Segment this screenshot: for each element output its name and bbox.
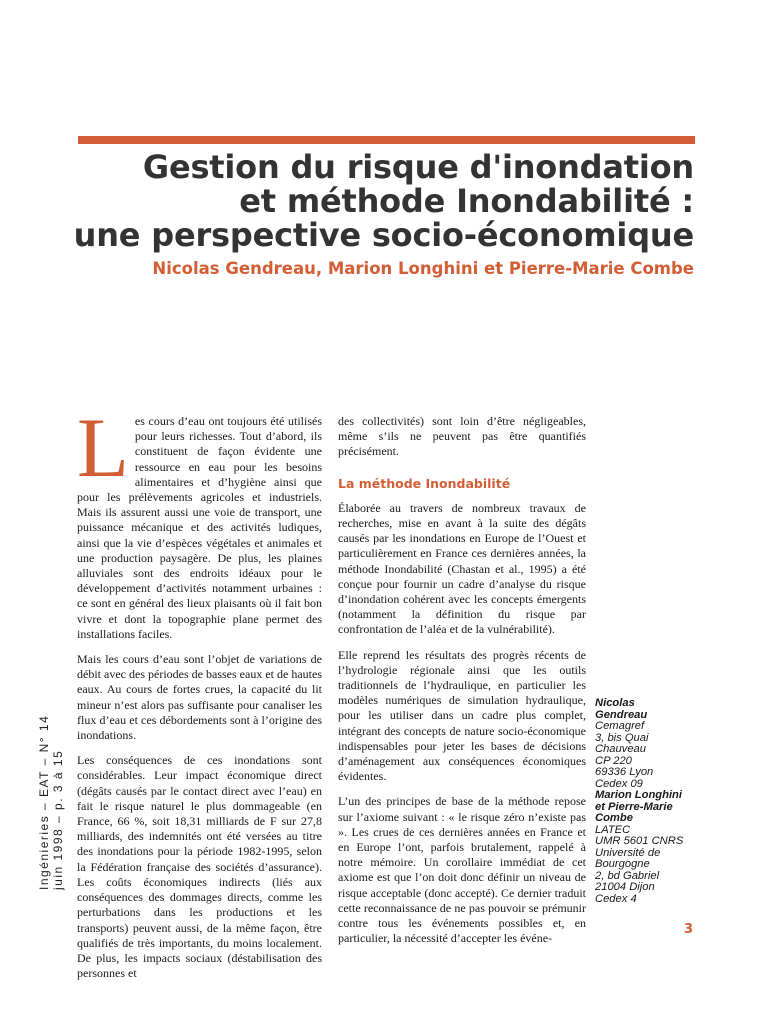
title-line: une perspective socio-économique	[73, 216, 694, 254]
paragraph	[77, 401, 322, 642]
section-heading: La méthode Inondabilité	[338, 475, 511, 491]
affiliation-address: Cedex 4	[595, 892, 637, 905]
affiliation-address: Bourgogne	[595, 858, 650, 870]
affiliation-address: CP 220	[595, 754, 632, 767]
affiliation-address: Cemagref	[595, 720, 645, 732]
affiliation-name: Marion Longhini	[595, 789, 682, 801]
paragraph: L’un des principes de base de la méthode repose sur l’axiome suivant : « le risque zéro n’existe pas ». Les crues de ces dernières années en France et en Europe l’ont, parfois brutalement, rappelé à notre mémoire. Un corollaire immédiat de cet axiome est que l’on doit donc définir un niveau de risque acceptable (donc accepté). Ce dernier traduit cette reconnaissance de ne pas pouvoir se prémunir contre tous les événements possibles et, en particulier, la nécessité d’accepter les événe-	[338, 794, 586, 946]
body-column-right	[338, 414, 586, 957]
paragraph: Les conséquences de ces inondations sont considérables. Leur impact économique direct (dégâts causés par le contact direct avec l’eau) en fait le risque naturel le plus dommageable (en France, 66 %, soit 18,31 milliards de F sur 27,8 milliards, des indemnités ont été versées au titre des inondations pour la période 1982-1995, selon la Fédération française des sociétés d’assurance). Les coûts économiques indirects (liés aux conséquences des dommages directs, comme les perturbations dans les productions et les transports) peuvent aussi, de la même façon, être qualifiés de très importants, du moins localement. De plus, les impacts sociaux (déstabilisation des personnes et	[77, 753, 322, 981]
journal-line: Ingénieries – EAT – N° 14	[37, 714, 51, 890]
affiliation-name: Gendreau	[595, 708, 648, 721]
affiliation-name: Combe	[595, 812, 633, 824]
title-rule	[78, 136, 695, 144]
affiliation-address: Cedex 09	[595, 777, 643, 790]
affiliation-address: 3, bis Quai	[595, 731, 649, 744]
affiliation-address: Université de	[595, 846, 661, 859]
paragraph: Mais les cours d’eau sont l’objet de variations de débit avec des périodes de basses eaux et de hautes eaux. Au cours de fortes crues, la capacité du lit mineur n’est alors pas suffisante pour canaliser les flux d’eau et ces débordements sont à l’origine des inondations.	[77, 652, 322, 743]
journal-line: juin 1998 – p. 3 à 15	[51, 749, 65, 890]
paragraph: Élaborée au travers de nombreux travaux de recherches, mise en avant à la suite des dégâts causés par les inondations en Europe de l’Ouest et particulièrement en France ces dernières années, la méthode Inondabilité (Chastan et al., 1995) a été conçue pour fournir un cadre d’analyse du risque d’inondation cohérent avec les concepts émergents (notamment la définition du risque par confrontation de l’aléa et de la vulnérabilité).	[338, 500, 586, 637]
affiliation-name: Nicolas	[595, 697, 635, 709]
title-line: Gestion du risque d'inondation	[142, 148, 694, 186]
affiliation-name: et Pierre-Marie	[595, 800, 673, 813]
article-title	[54, 150, 694, 252]
paragraph: Elle reprend les résultats des progrès récents de l’hydrologie régionale ainsi que les outils traditionnels de l’hydraulique, en particulier les modèles numériques de simulation hydraulique, pour les utiliser dans un cadre plus complet, intégrant des concepts de nature socio-économique indispensables pour jeter les bases de décisions d’aménagement aux conséquences économiques évidentes.	[338, 647, 586, 784]
paragraph: des collectivités) sont loin d’être négligeables, même s’ils ne peuvent pas être quantifiés précisément.	[338, 414, 586, 459]
author-affiliations	[595, 698, 705, 905]
journal-reference	[37, 715, 65, 890]
drop-cap: L	[77, 401, 129, 495]
body-column-left	[77, 401, 322, 991]
affiliation-address: 2, bd Gabriel	[595, 869, 660, 882]
affiliation-address: 21004 Dijon	[595, 881, 655, 893]
title-line: et méthode Inondabilité :	[239, 182, 694, 220]
paragraph-text: es cours d’eau ont toujours été utilisés pour leurs richesses. Tout d’abord, ils constituent de façon évidente une ressource en eau pour les besoins alimentaires et d’hygiène ainsi que pour les prélèvements agricoles et industriels. Mais ils assurent aussi une voie de transport, une puissance mécanique et des activités ludiques, ainsi que la vie d’espèces végétales et animales et une production paysagère. De plus, les plaines alluviales sont des endroits idéaux pour le développement d’activités notamment urbaines : ce sont en général des lieux plaisants où il fait bon vivre et dont la topographie plane permet des installations faciles.	[77, 414, 322, 641]
article-authors: Nicolas Gendreau, Marion Longhini et Pierre-Marie Combe	[152, 259, 694, 278]
affiliation-address: 69336 Lyon	[595, 766, 654, 778]
page-number: 3	[684, 922, 694, 937]
affiliation-address: LATEC	[595, 823, 631, 836]
affiliation-address: Chauveau	[595, 743, 647, 755]
affiliation-address: UMR 5601 CNRS	[595, 835, 684, 847]
